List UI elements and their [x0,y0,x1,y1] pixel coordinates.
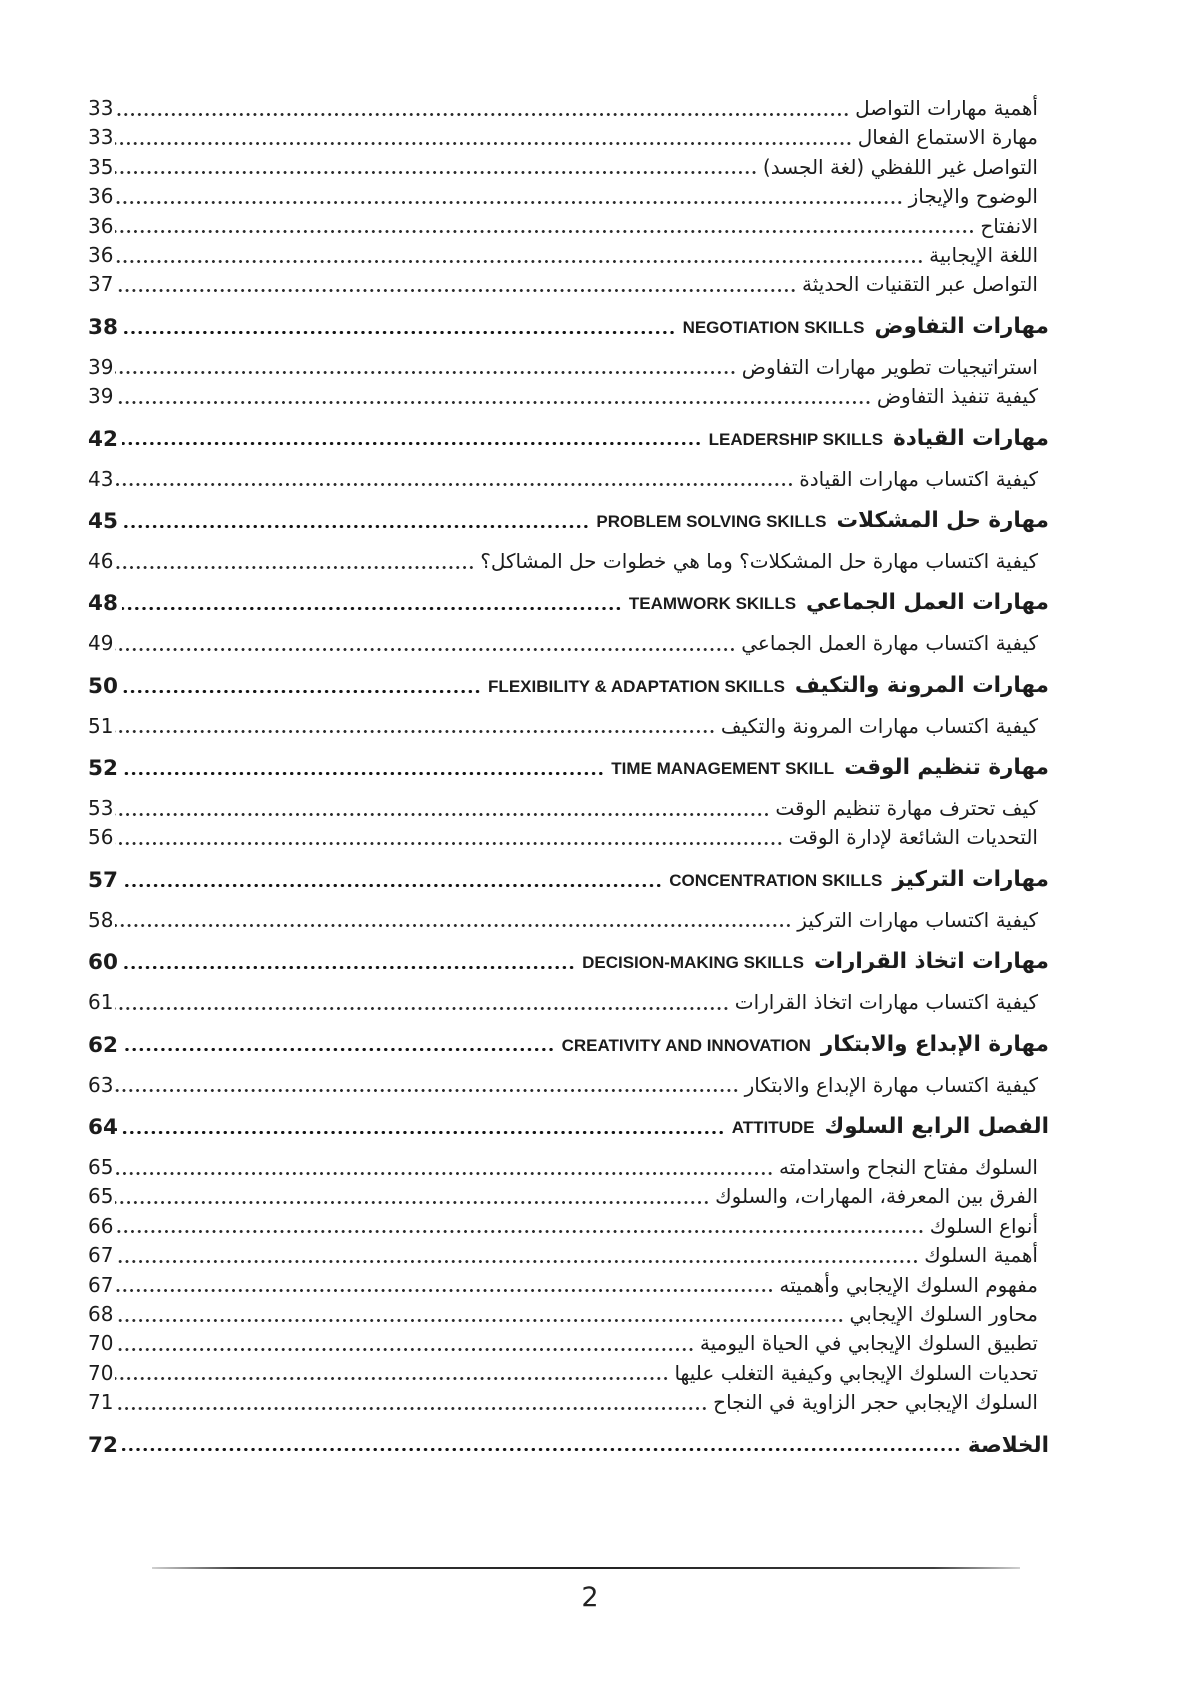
toc-entry-title [683,311,1049,343]
toc-entry-title [855,94,1038,123]
toc-entry-page-number: 39 [88,384,114,409]
dot-leader [115,629,736,658]
toc-entry-page-number: 42 [88,426,118,452]
toc-item [88,1359,1049,1388]
toc-entry-page-number: 60 [88,950,118,976]
dot-leader [122,424,702,455]
toc-item [88,1153,1049,1182]
toc-entry-title [877,382,1038,411]
toc-entry-title [735,988,1038,1017]
dot-leader [115,382,871,411]
toc-entry-title [480,547,1038,576]
dot-leader [122,947,575,978]
toc-entry-page-number: 37 [88,272,114,297]
toc-entry-page-number: 64 [88,1115,118,1141]
toc-entry-title-arabic: كيف تحترف مهارة تنظيم الوقت [775,796,1038,821]
dot-leader [115,1271,774,1300]
toc-entry-title-arabic: السلوك مفتاح النجاح واستدامته [778,1155,1038,1180]
toc-entry-title-arabic: أهمية مهارات التواصل [855,95,1038,120]
dot-leader [115,1212,924,1241]
toc-item [88,212,1049,241]
toc-heading [88,424,1049,455]
toc-item [88,988,1049,1017]
toc-entry-page-number: 52 [88,756,118,782]
toc-entry-title [858,123,1038,152]
toc-entry-title [924,1241,1038,1270]
toc-entry-page-number: 51 [88,713,114,738]
toc-entry-page-number: 36 [88,184,114,209]
toc-entry-title-english: CREATIVITY AND INNOVATION [561,1035,811,1055]
toc-entry-title [980,212,1038,241]
toc-entry-title [742,353,1038,382]
dot-leader [122,753,604,784]
toc-item [88,153,1049,182]
toc-entry-page-number: 62 [88,1032,118,1058]
toc-entry-title-arabic: أنواع السلوك [929,1213,1038,1238]
toc-entry-title-arabic: مهارة حل المشكلات [836,507,1049,533]
toc-entry-title-arabic: مهارة تنظيم الوقت [844,755,1049,781]
toc-entry-title [802,270,1038,299]
toc-entry-title-english: DECISION-MAKING SKILLS [582,953,805,973]
toc-item [88,465,1049,494]
toc-entry-page-number: 58 [88,907,114,932]
toc-entry-title-arabic: مهارات المرونة والتكيف [794,672,1049,698]
dot-leader [115,547,475,576]
toc-item [88,1182,1049,1211]
toc-entry-page-number: 50 [88,673,118,699]
toc-entry-page-number: 43 [88,466,114,491]
toc-heading [88,588,1049,619]
toc-entry-title [709,423,1049,455]
toc-entry-page-number: 65 [88,1184,114,1209]
toc-entry-title [715,1182,1038,1211]
toc-entry-title-arabic: تطبيق السلوك الإيجابي في الحياة اليومية [699,1331,1038,1356]
toc-entry-title [789,823,1038,852]
toc-entry-title-english: TIME MANAGEMENT SKILL [611,759,835,779]
toc-entry-title [779,1271,1038,1300]
toc-entry-page-number: 71 [88,1390,114,1415]
dot-leader [122,671,481,702]
toc-item [88,823,1049,852]
toc-entry-page-number: 45 [88,508,118,534]
toc-item [88,1071,1049,1100]
dot-leader [122,1030,555,1061]
toc-entry-page-number: 65 [88,1155,114,1180]
dot-leader [115,212,975,241]
dot-leader [115,794,770,823]
page-number: 2 [581,1582,599,1613]
dot-leader [115,94,850,123]
toc-entry-title-arabic: اللغة الإيجابية [929,242,1038,267]
dot-leader [115,353,736,382]
toc-item [88,353,1049,382]
toc-entry-page-number: 61 [88,990,114,1015]
toc-item [88,1300,1049,1329]
toc-entry-title [763,153,1038,182]
dot-leader [115,906,792,935]
toc-entry-title-arabic: كيفية تنفيذ التفاوض [876,384,1038,409]
dot-leader [122,588,622,619]
dot-leader [115,1241,919,1270]
dot-leader [115,1300,844,1329]
toc-entry-title [732,1111,1049,1143]
toc-entry-page-number: 48 [88,591,118,617]
toc-entry-title-arabic: التحديات الشائعة لإدارة الوقت [788,825,1038,850]
toc-entry-title-english: FLEXIBILITY & ADAPTATION SKILLS [488,676,785,696]
toc-entry-page-number: 35 [88,154,114,179]
dot-leader [115,465,794,494]
toc-entry-title-arabic: التواصل عبر التقنيات الحديثة [802,272,1038,297]
toc-entry-page-number: 70 [88,1331,114,1356]
toc-entry-title [700,1329,1038,1358]
toc-entry-page-number: 57 [88,867,118,893]
toc-entry-title-english: LEADERSHIP SKILLS [708,429,884,449]
toc-entry-title [745,1071,1038,1100]
dot-leader [115,241,924,270]
dot-leader [115,1071,739,1100]
toc-entry-title-arabic: كيفية اكتساب مهارة الإبداع والابتكار [744,1072,1038,1097]
toc-item [88,712,1049,741]
toc-item [88,1329,1049,1358]
toc-entry-title-arabic: مهارات التفاوض [874,313,1049,339]
toc-entry-page-number: 56 [88,825,114,850]
toc-entry-title-arabic: تحديات السلوك الإيجابي وكيفية التغلب عليها [674,1360,1038,1385]
dot-leader [122,312,676,343]
toc-entry-title-arabic: الفرق بين المعرفة، المهارات، والسلوك [715,1184,1038,1209]
dot-leader [115,1153,774,1182]
toc-entry-title [488,670,1049,702]
toc-entry-page-number: 70 [88,1360,114,1385]
toc-entry-title-arabic: مهارة الاستماع الفعال [857,125,1038,150]
dot-leader [115,1329,694,1358]
toc-entry-title [797,906,1038,935]
toc-heading [88,312,1049,343]
toc-entry-title-arabic: السلوك الإيجابي حجر الزاوية في النجاح [713,1390,1038,1415]
toc-entry-page-number: 66 [88,1213,114,1238]
toc-entry-page-number: 33 [88,95,114,120]
toc-entry-title-arabic: مهارات العمل الجماعي [806,590,1049,616]
toc-heading [88,1030,1049,1061]
toc-entry-title [741,629,1038,658]
toc-item [88,547,1049,576]
toc-entry-title-english: TEAMWORK SKILLS [628,594,797,614]
toc-heading [88,947,1049,978]
toc-entry-title [779,1153,1038,1182]
toc-entry-title-arabic: الخلاصة [967,1432,1049,1458]
toc-item [88,906,1049,935]
toc-entry-title-arabic: كيفية اكتساب مهارات القيادة [799,466,1038,491]
toc-entry-title-arabic: كيفية اكتساب مهارات المرونة والتكيف [720,713,1038,738]
toc-entry-title-arabic: كيفية اكتساب مهارة العمل الجماعي [741,631,1038,656]
toc-entry-page-number: 36 [88,242,114,267]
dot-leader [115,988,729,1017]
toc-entry-title-arabic: استراتيجيات تطوير مهارات التفاوض [741,354,1038,379]
dot-leader [115,182,903,211]
toc-entry-page-number: 46 [88,548,114,573]
toc-entry-title-arabic: مهارة الإبداع والابتكار [820,1031,1049,1057]
toc-entry-title-arabic: مهارات القيادة [893,425,1049,451]
toc-entry-title-arabic: الوضوح والإيجاز [908,184,1038,209]
toc-entry-page-number: 49 [88,631,114,656]
toc-entry-page-number: 53 [88,796,114,821]
toc-heading [88,506,1049,537]
toc-entry-page-number: 39 [88,354,114,379]
toc-entry-title [799,465,1038,494]
dot-leader [115,123,852,152]
toc-entry-title [629,587,1049,619]
toc-item [88,1271,1049,1300]
toc-entry-title [596,505,1049,537]
footer-divider [152,1567,1020,1569]
toc-entry-page-number: 63 [88,1072,114,1097]
toc-heading [88,671,1049,702]
toc-item [88,182,1049,211]
dot-leader [122,1112,725,1143]
toc-entry-title [713,1388,1038,1417]
toc-entry-title-arabic: كيفية اكتساب مهارات اتخاذ القرارات [734,990,1038,1015]
dot-leader [115,1359,669,1388]
dot-leader [115,153,757,182]
toc-heading [88,753,1049,784]
toc-item [88,241,1049,270]
toc-entry-title [930,1212,1038,1241]
toc-item [88,629,1049,658]
toc-item [88,94,1049,123]
dot-leader [115,270,797,299]
toc-entry-title-arabic: مهارات التركيز [892,866,1049,892]
toc-entry-page-number: 67 [88,1272,114,1297]
toc-entry-title-arabic: أهمية السلوك [924,1243,1038,1268]
toc-entry-title [909,182,1038,211]
toc-entry-title-arabic: مفهوم السلوك الإيجابي وأهميته [779,1272,1038,1297]
dot-leader [115,823,783,852]
toc-entry-title [775,794,1038,823]
toc-entry-title [582,946,1049,978]
toc-entry-title [611,752,1049,784]
toc-entry-page-number: 33 [88,125,114,150]
toc-entry-title [669,864,1049,896]
toc-heading [88,865,1049,896]
toc-entry-title-arabic: التواصل غير اللفظي (لغة الجسد) [762,154,1038,179]
toc-entry-title-english: NEGOTIATION SKILLS [682,317,865,337]
toc-item [88,1241,1049,1270]
dot-leader [122,506,589,537]
toc-entry-title-arabic: محاور السلوك الإيجابي [849,1301,1038,1326]
dot-leader [115,712,715,741]
dot-leader [115,1182,710,1211]
toc-item [88,123,1049,152]
toc-entry-title-arabic: كيفية اكتساب مهارة حل المشكلات؟ وما هي خطوات حل المشاكل؟ [480,548,1038,573]
toc-item [88,382,1049,411]
toc-entry-page-number: 38 [88,314,118,340]
toc-entry-page-number: 72 [88,1432,118,1458]
toc-entry-page-number: 68 [88,1301,114,1326]
toc-entry-title [674,1359,1038,1388]
toc-entry-title-arabic: الانفتاح [980,213,1038,238]
dot-leader [122,865,662,896]
toc-item [88,1212,1049,1241]
toc-entry-title-arabic: كيفية اكتساب مهارات التركيز [797,907,1038,932]
toc-entry-title-arabic: الفصل الرابع السلوك [824,1114,1049,1140]
toc-entry-page-number: 36 [88,213,114,238]
toc-entry-page-number: 67 [88,1243,114,1268]
toc-entry-title-english: ATTITUDE [731,1118,815,1138]
toc-entry-title [721,712,1038,741]
toc-entry-title [850,1300,1038,1329]
toc-heading [88,1430,1049,1461]
toc-entry-title-english: PROBLEM SOLVING SKILLS [596,511,827,531]
toc-entry-title [929,241,1038,270]
dot-leader [115,1388,708,1417]
toc-entry-title [968,1430,1049,1461]
toc-item [88,1388,1049,1417]
toc-item [88,794,1049,823]
toc-entry-title-arabic: مهارات اتخاذ القرارات [814,949,1049,975]
toc-entry-title [562,1029,1049,1061]
toc-heading [88,1112,1049,1143]
toc-entry-title-english: CONCENTRATION SKILLS [669,870,883,890]
toc-item [88,270,1049,299]
dot-leader [122,1430,961,1461]
